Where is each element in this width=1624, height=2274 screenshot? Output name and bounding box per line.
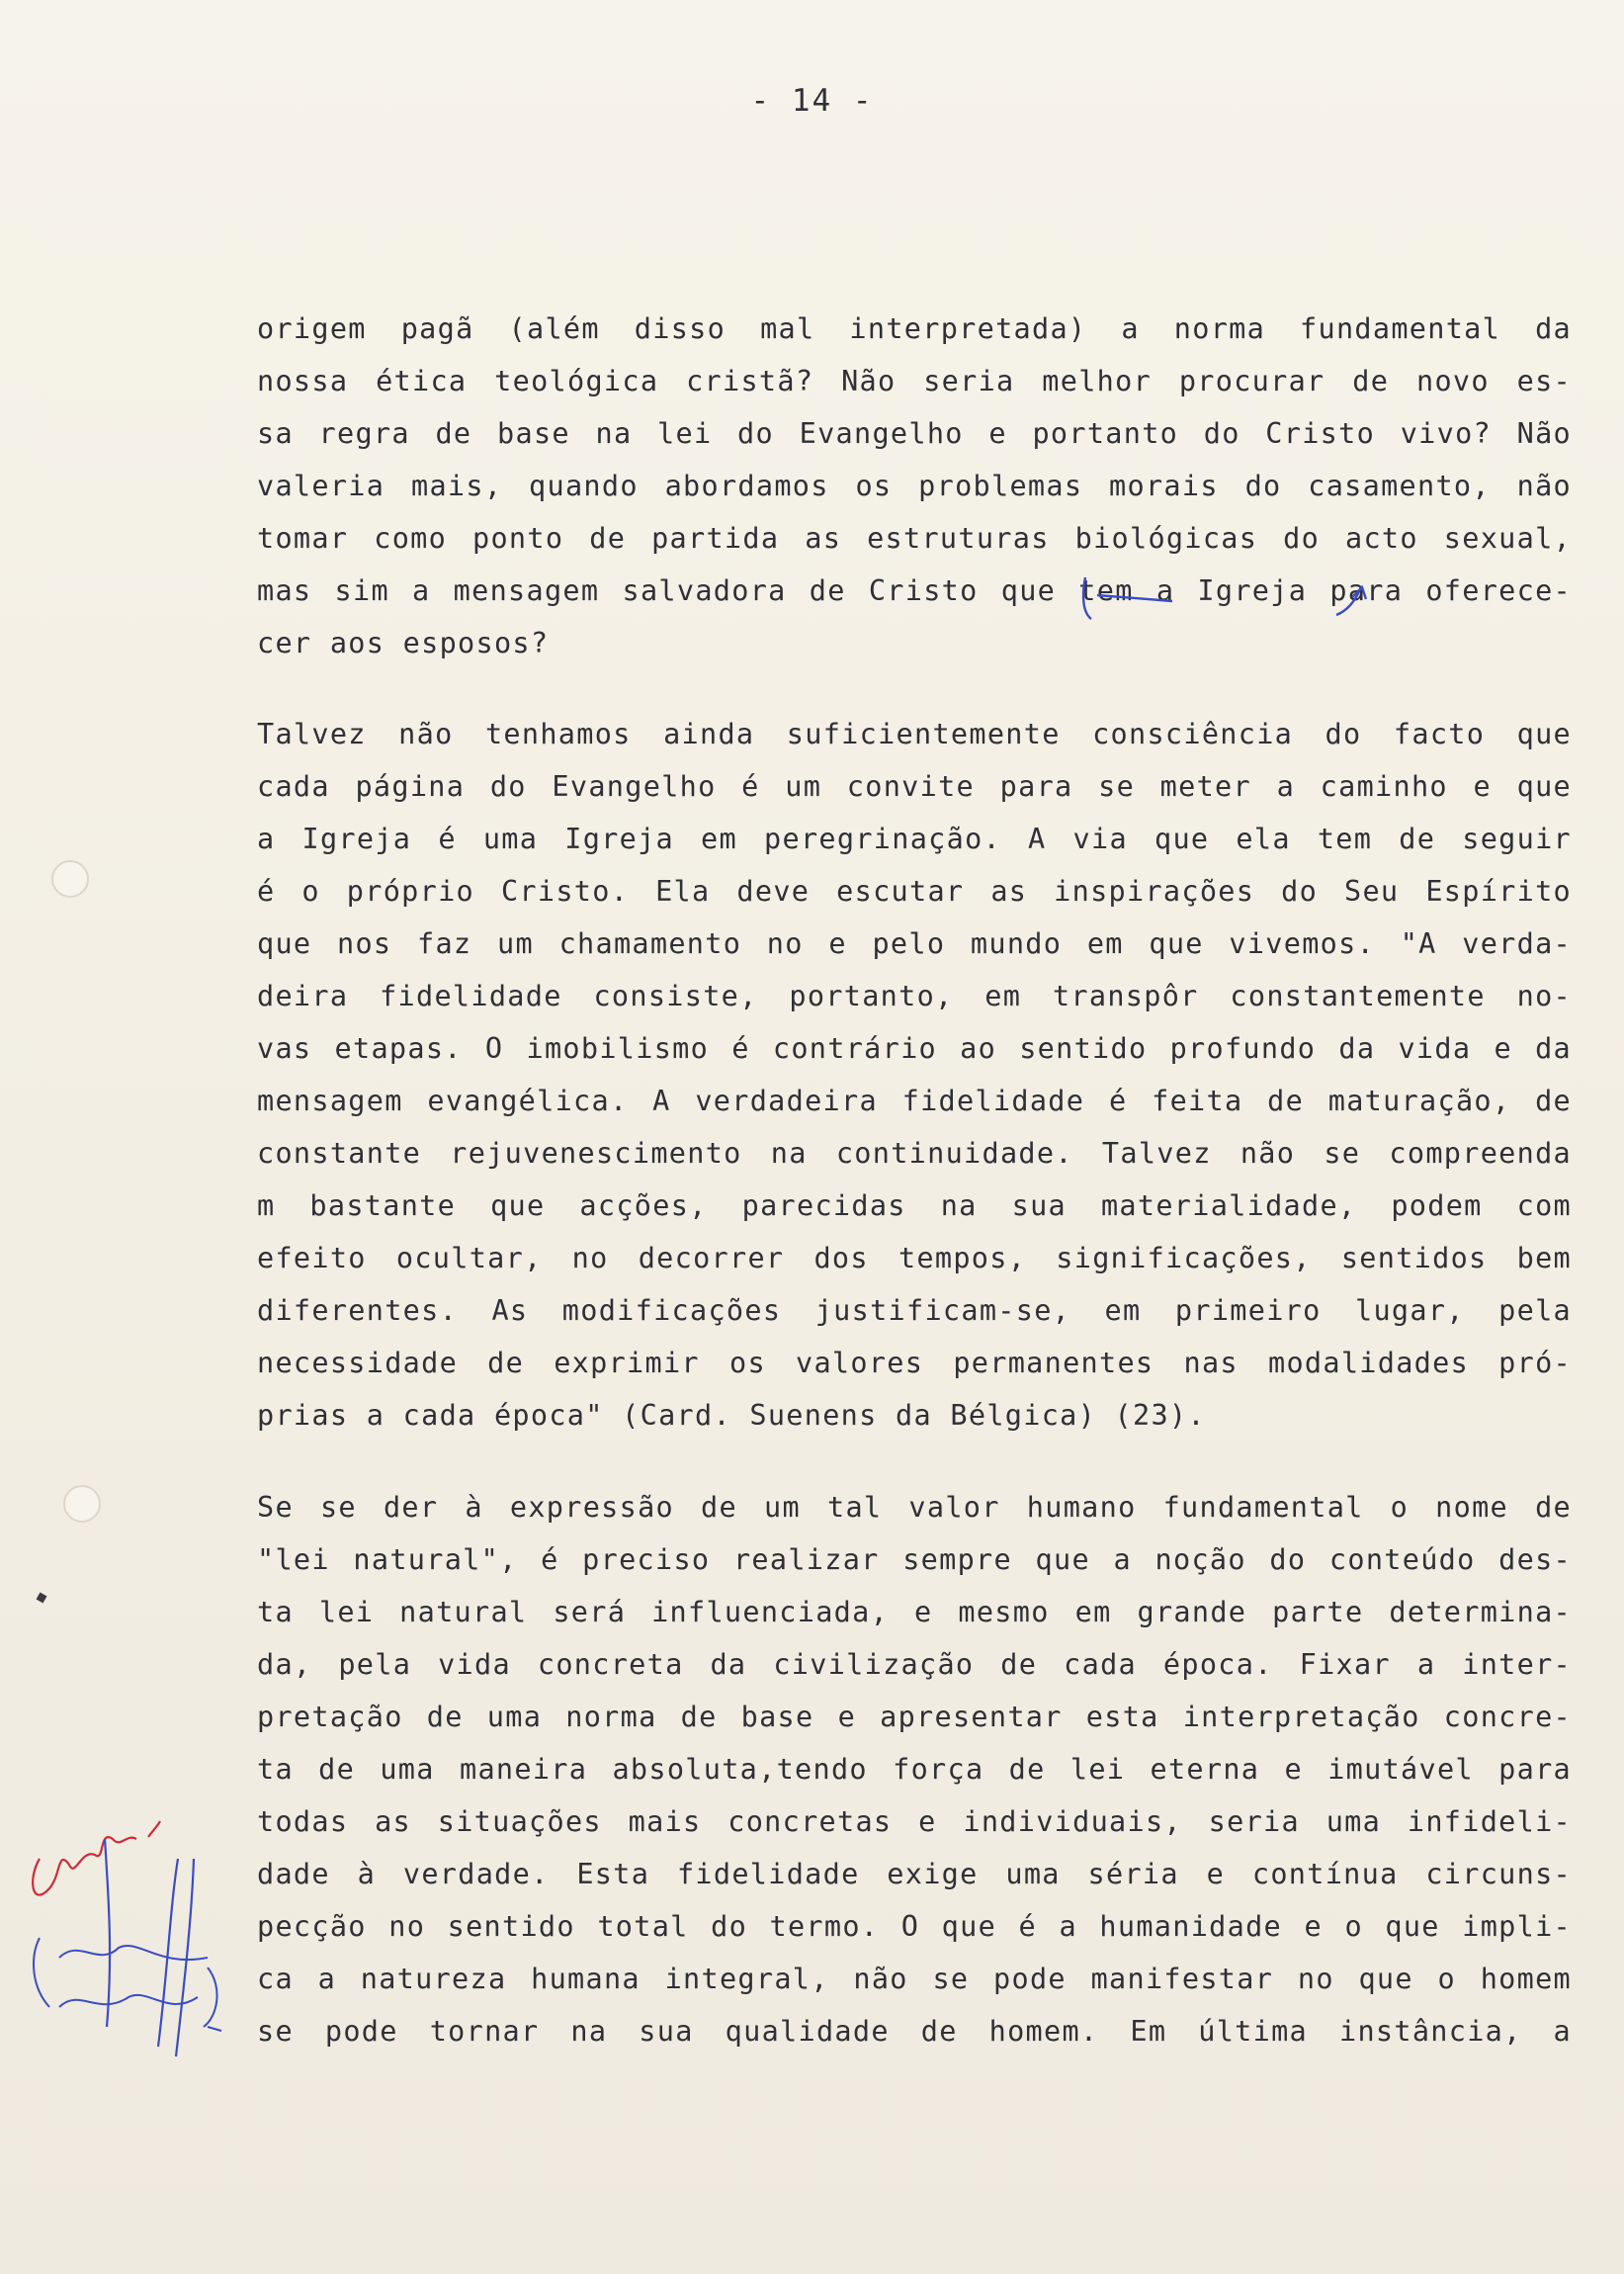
- page-number: - 14 -: [750, 83, 874, 119]
- text-line: pretação de uma norma de base e apresentar esta interpretação concre-: [257, 1701, 1572, 1733]
- text-line: necessidade de exprimir os valores permanentes nas modalidades pró-: [257, 1347, 1572, 1379]
- text-line: é o próprio Cristo. Ela deve escutar as inspirações do Seu Espírito: [257, 875, 1572, 908]
- text-line: ta de uma maneira absoluta,tendo força de lei eterna e imutável para: [257, 1753, 1572, 1786]
- pen-correction-mark: [1077, 568, 1394, 627]
- text-line: da, pela vida concreta da civilização de cada época. Fixar a inter-: [257, 1648, 1572, 1681]
- text-line: se pode tornar na sua qualidade de homem. Em última instância, a: [257, 2015, 1572, 2048]
- text-line: tomar como ponto de partida as estruturas biológicas do acto sexual,: [257, 522, 1572, 555]
- text-line: a Igreja é uma Igreja em peregrinação. A via que ela tem de seguir: [257, 823, 1572, 855]
- text-line: valeria mais, quando abordamos os problemas morais do casamento, não: [257, 470, 1572, 502]
- ink-dot: [37, 1593, 47, 1604]
- text-line: mensagem evangélica. A verdadeira fidelidade é feita de maturação, de: [257, 1085, 1572, 1117]
- text-line: efeito ocultar, no decorrer dos tempos, significações, sentidos bem: [257, 1242, 1572, 1274]
- text-line: deira fidelidade consiste, portanto, em transpôr constantemente no-: [257, 980, 1572, 1012]
- text-line: mas sim a mensagem salvadora de Cristo que tem a Igreja para oferece-: [257, 574, 1572, 607]
- text-line: todas as situações mais concretas e individuais, seria uma infideli-: [257, 1805, 1572, 1838]
- text-line: origem pagã (além disso mal interpretada) a norma fundamental da: [257, 312, 1572, 345]
- text-line: "lei natural", é preciso realizar sempre que a noção do conteúdo des-: [257, 1543, 1572, 1576]
- text-line: que nos faz um chamamento no e pelo mundo em que vivemos. "A verda-: [257, 927, 1572, 960]
- punch-hole: [51, 860, 89, 898]
- text-line: prias a cada época" (Card. Suenens da Bélgica) (23).: [257, 1399, 1206, 1432]
- text-line: sa regra de base na lei do Evangelho e portanto do Cristo vivo? Não: [257, 417, 1572, 450]
- text-line: dade à verdade. Esta fidelidade exige uma séria e contínua circuns-: [257, 1858, 1572, 1890]
- text-line: cer aos esposos?: [257, 627, 550, 659]
- text-line: ta lei natural será influenciada, e mesmo em grande parte determina-: [257, 1596, 1572, 1628]
- text-line: Talvez não tenhamos ainda suficientemente consciência do facto que: [257, 718, 1572, 750]
- text-line: vas etapas. O imobilismo é contrário ao sentido profundo da vida e da: [257, 1032, 1572, 1065]
- text-line: m bastante que acções, parecidas na sua materialidade, podem com: [257, 1189, 1572, 1222]
- text-line: pecção no sentido total do termo. O que é a humanidade e o que impli-: [257, 1910, 1572, 1943]
- text-line: Se se der à expressão de um tal valor humano fundamental o nome de: [257, 1491, 1572, 1524]
- punch-hole: [63, 1485, 101, 1523]
- paragraph-2: [257, 708, 1572, 1442]
- text-line: diferentes. As modificações justificam-se, em primeiro lugar, pela: [257, 1294, 1572, 1327]
- paragraph-3: [257, 1481, 1572, 2057]
- text-line: nossa ética teológica cristã? Não seria melhor procurar de novo es-: [257, 365, 1572, 397]
- text-line: cada página do Evangelho é um convite para se meter a caminho e que: [257, 770, 1572, 803]
- text-line: constante rejuvenescimento na continuidade. Talvez não se compreenda: [257, 1137, 1572, 1170]
- text-line: ca a natureza humana integral, não se pode manifestar no que o homem: [257, 1963, 1572, 1995]
- handwritten-margin-note: [10, 1819, 267, 2116]
